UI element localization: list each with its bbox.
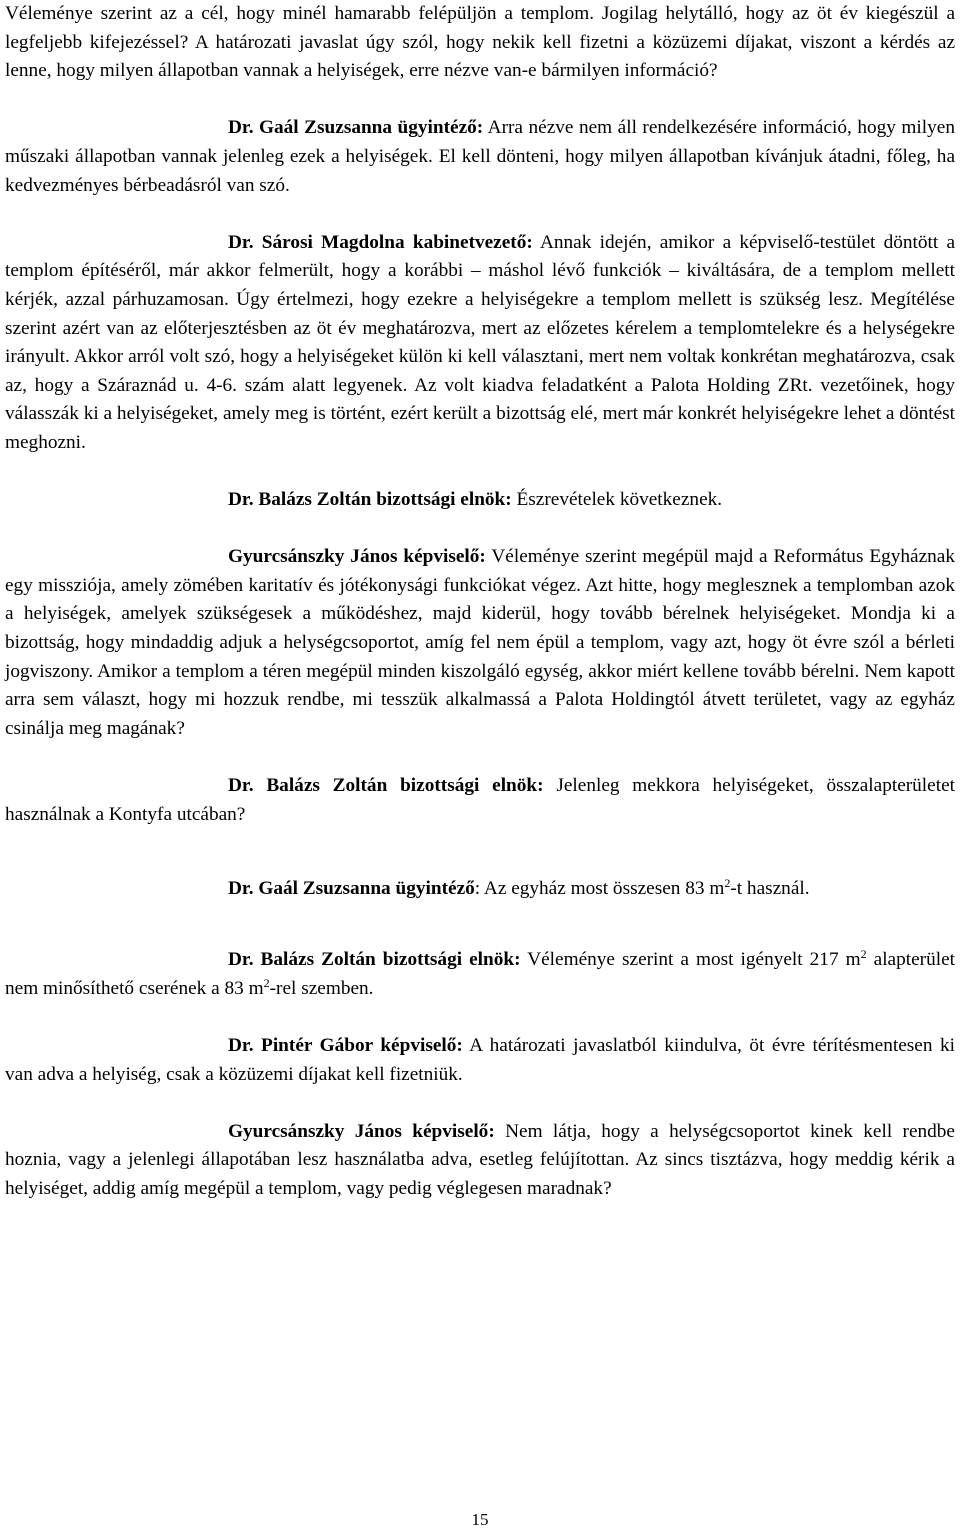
paragraph-text: Jelenleg mekkora helyiségeket, összalapterületet használnak a Kontyfa utcában? xyxy=(5,775,955,825)
speaker-name: Dr. Balázs Zoltán bizottsági elnök: xyxy=(228,489,512,511)
speaker-name: Dr. Gaál Zsuzsanna ügyintéző xyxy=(228,878,475,900)
speaker-name: Gyurcsánszky János képviselő: xyxy=(228,1120,495,1142)
paragraph-intro xyxy=(5,0,955,86)
paragraph-text: -t használ. xyxy=(730,878,810,900)
paragraph-gaal-2 xyxy=(5,868,955,910)
superscript: 2 xyxy=(263,975,270,990)
page-number: 15 xyxy=(471,1510,489,1529)
paragraph-balazs-2 xyxy=(5,772,955,829)
superscript: 2 xyxy=(724,876,731,891)
speaker-name: Dr. Balázs Zoltán bizottsági elnök: xyxy=(228,775,544,797)
paragraph-balazs-3 xyxy=(5,946,955,1003)
superscript: 2 xyxy=(860,947,867,962)
speaker-name: Dr. Balázs Zoltán bizottsági elnök: xyxy=(228,949,521,971)
paragraph-gyurcsanszky-1 xyxy=(5,543,955,743)
paragraph-text: Véleménye szerint a most igényelt 217 m xyxy=(520,949,861,971)
speaker-name: Gyurcsánszky János képviselő: xyxy=(228,546,486,568)
paragraph-text: Véleménye szerint megépül majd a Református Egyháznak egy missziója, amely zömében karitatív és jótékonysági funkciókat végez. Azt hitte, hogy meglesznek a templomban azok a helyiségek, amelyek szükségesek a működéshez, majd kiderül, hogy tovább bérelnek helyiségeket. Mondja ki a bizottság, hogy mindaddig adjuk a helységcsoportot, amíg fel nem épül a templom, vagy azt, hogy öt évre szól a bérleti jogviszony. Amikor a templom a téren megépül minden kiszolgáló egység, akkor miért kellene tovább bérelni. Nem kapott arra sem választ, hogy mi hozzuk rendbe, mi tesszük alkalmassá a Palota Holdingtól átvett területet, vagy az egyház csinálja meg magának? xyxy=(5,546,955,739)
paragraph-balazs-1 xyxy=(5,486,955,515)
speaker-name: Dr. Sárosi Magdolna kabinetvezető: xyxy=(228,231,533,253)
paragraph-gaal-1 xyxy=(5,114,955,200)
paragraph-gyurcsanszky-2 xyxy=(5,1118,955,1204)
paragraph-text: A határozati javaslatból kiindulva, öt évre térítésmentesen ki van adva a helyiség, csak a közüzemi díjakat kell fizetniük. xyxy=(5,1035,955,1085)
paragraph-text: alapterület nem minősíthető cserének a 83 m xyxy=(5,949,955,999)
paragraph-text: Véleménye szerint az a cél, hogy minél hamarabb felépüljön a templom. Jogilag helytálló, hogy az öt év kiegészül a legfeljebb kifejezéssel? A határozati javaslat úgy szól, hogy nekik kell fizetni a közüzemi díjakat, viszont a kérdés az lenne, hogy milyen állapotban vannak a helyiségek, erre nézve van-e bármilyen információ? xyxy=(5,3,955,82)
paragraph-text: : Az egyház most összesen 83 m xyxy=(474,878,725,900)
speaker-name: Dr. Pintér Gábor képviselő: xyxy=(228,1035,463,1056)
paragraph-pinter xyxy=(5,1032,955,1089)
speaker-name: Dr. Gaál Zsuzsanna ügyintéző: xyxy=(228,117,484,139)
paragraph-sarosi xyxy=(5,229,955,458)
paragraph-text: Arra nézve nem áll rendelkezésére információ, hogy milyen műszaki állapotban vannak jelenleg ezek a helyiségek. El kell dönteni, hogy milyen állapotban kívánjuk átadni, főleg, ha kedvezményes bérbeadásról van szó. xyxy=(5,117,955,196)
paragraph-text: Nem látja, hogy a helységcsoportot kinek kell rendbe hoznia, vagy a jelenlegi állapotában lesz használatba adva, esetleg felújítottan. Az sincs tisztázva, hogy meddig kérik a helyiséget, addig amíg megépül a templom, vagy pedig véglegesen maradnak? xyxy=(5,1120,955,1199)
paragraph-text: Annak idején, amikor a képviselő-testület döntött a templom építéséről, már akkor felmerült, hogy a korábbi – máshol lévő funkciók – kiváltására, de a templom mellett kérjék, azzal párhuzamosan. Úgy értelmezi, hogy ezekre a helyiségekre a templom mellett is szükség lesz. Megítélése szerint azért van az előterjesztésben az öt év meghatározva, mert az előzetes kérelem a templomtelekre és a helységekre irányult. Akkor arról volt szó, hogy a helyiségeket külön ki kell választani, mert nem voltak konkrétan meghatározva, csak az, hogy a Száraznád u. 4-6. szám alatt legyenek. Az volt kiadva feladatként a Palota Holding ZRt. vezetőinek, hogy válasszák ki a helyiségeket, amely meg is történt, ezért került a bizottság elé, mert már konkrét helyiségekre lehet a döntést meghozni. xyxy=(5,231,956,453)
paragraph-text: Észrevételek következnek. xyxy=(511,489,723,511)
paragraph-text: -rel szemben. xyxy=(269,977,374,999)
